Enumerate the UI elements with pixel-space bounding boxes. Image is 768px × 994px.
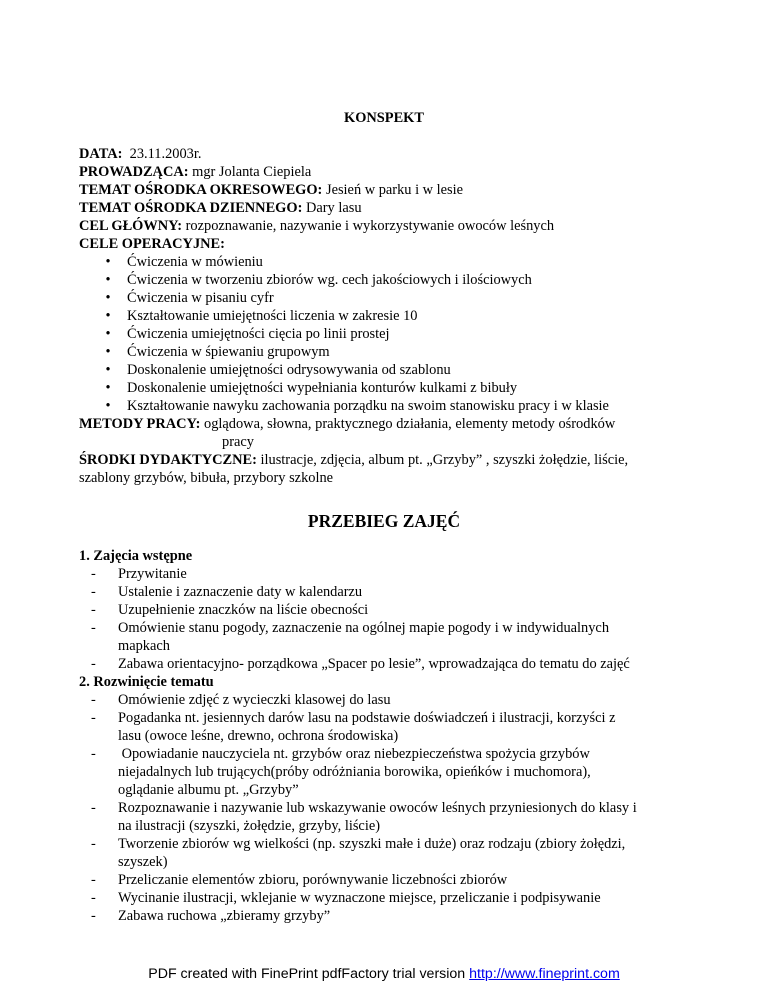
list-item-text: Kształtowanie umiejętności liczenia w zakresie 10 bbox=[127, 308, 418, 324]
list-item bbox=[79, 871, 699, 889]
list-item-text: Ćwiczenia w pisaniu cyfr bbox=[127, 290, 274, 306]
bullet-icon: • bbox=[105, 272, 111, 288]
temat-okresowy-row bbox=[79, 181, 699, 199]
bullet-icon: • bbox=[105, 290, 111, 306]
section-list bbox=[79, 691, 699, 925]
footer-link[interactable]: http://www.fineprint.com bbox=[469, 966, 620, 982]
list-item-text: Kształtowanie nawyku zachowania porządku na swoim stanowisku pracy i w klasie bbox=[127, 398, 609, 414]
list-item-line: Przywitanie bbox=[118, 566, 187, 582]
list-item-line: Omówienie stanu pogody, zaznaczenie na ogólnej mapie pogody i w indywidualnych bbox=[118, 620, 610, 636]
bullet-icon: • bbox=[105, 254, 111, 270]
cele-operacyjne-list bbox=[79, 253, 699, 415]
cel-glowny-value: rozpoznawanie, nazywanie i wykorzystywanie owoców leśnych bbox=[185, 218, 555, 234]
pdf-footer bbox=[0, 966, 768, 982]
przebieg-block bbox=[79, 547, 699, 925]
bullet-icon: • bbox=[105, 344, 111, 360]
list-item-text: Ćwiczenia w mówieniu bbox=[127, 254, 263, 270]
list-item-line: Tworzenie zbiorów wg wielkości (np. szyszki małe i duże) oraz rodzaju (zbiory żołędzi, bbox=[118, 836, 626, 852]
srodki-value-cont: szablony grzybów, bibuła, przybory szkolne bbox=[79, 470, 334, 486]
metody-row bbox=[79, 415, 699, 433]
temat-dzienny-row bbox=[79, 199, 699, 217]
section-list bbox=[79, 565, 699, 673]
list-item-line: Rozpoznawanie i nazywanie lub wskazywanie owoców leśnych przyniesionych do klasy i bbox=[118, 800, 637, 816]
list-item-line: Omówienie zdjęć z wycieczki klasowej do lasu bbox=[118, 692, 391, 708]
list-item-line: Opowiadanie nauczyciela nt. grzybów oraz niebezpieczeństwa spożycia grzybów bbox=[118, 746, 590, 762]
list-item-line: oglądanie albumu pt. „Grzyby” bbox=[118, 782, 299, 798]
list-item bbox=[79, 397, 699, 415]
list-item-line: na ilustracji (szyszki, żołędzie, grzyby, liście) bbox=[118, 818, 380, 834]
dash-icon: - bbox=[91, 836, 96, 852]
list-item bbox=[79, 709, 699, 745]
list-item bbox=[79, 745, 699, 799]
section-title: 2. Rozwinięcie tematu bbox=[79, 674, 214, 690]
list-item-line: Pogadanka nt. jesiennych darów lasu na podstawie doświadczeń i ilustracji, korzyści z bbox=[118, 710, 616, 726]
cel-glowny-row bbox=[79, 217, 699, 235]
list-item-line: niejadalnych lub trujących(próby odróżniania borowika, opieńków i muchomora), bbox=[118, 764, 591, 780]
list-item-text: Doskonalenie umiejętności wypełniania konturów kulkami z bibuły bbox=[127, 380, 518, 396]
list-item-line: Wycinanie ilustracji, wklejanie w wyznaczone miejsce, przeliczanie i podpisywanie bbox=[118, 890, 601, 906]
list-item-line: Zabawa orientacyjno- porządkowa „Spacer po lesie”, wprowadzająca do tematu do zajęć bbox=[118, 656, 630, 672]
list-item bbox=[79, 835, 699, 871]
list-item-line: Przeliczanie elementów zbioru, porównywanie liczebności zbiorów bbox=[118, 872, 508, 888]
list-item bbox=[79, 583, 699, 601]
dash-icon: - bbox=[91, 566, 96, 582]
list-item-line: mapkach bbox=[118, 638, 170, 654]
dash-icon: - bbox=[91, 872, 96, 888]
prowadzaca-row bbox=[79, 163, 699, 181]
list-item-line: Zabawa ruchowa „zbieramy grzyby” bbox=[118, 908, 331, 924]
srodki-row bbox=[79, 451, 699, 469]
bullet-icon: • bbox=[105, 308, 111, 324]
list-item bbox=[79, 691, 699, 709]
list-item-line: szyszek) bbox=[118, 854, 168, 870]
cel-glowny-label: CEL GŁÓWNY: bbox=[79, 218, 183, 234]
dash-icon: - bbox=[91, 584, 96, 600]
data-row bbox=[79, 145, 699, 163]
header-block bbox=[79, 145, 699, 487]
list-item bbox=[79, 907, 699, 925]
footer-text: PDF created with FinePrint pdfFactory trial version bbox=[148, 966, 470, 982]
list-item bbox=[79, 271, 699, 289]
list-item bbox=[79, 325, 699, 343]
list-item-line: lasu (owoce leśne, drewno, ochrona środowiska) bbox=[118, 728, 399, 744]
list-item-line: Uzupełnienie znaczków na liście obecności bbox=[118, 602, 369, 618]
list-item bbox=[79, 655, 699, 673]
list-item bbox=[79, 601, 699, 619]
list-item bbox=[79, 289, 699, 307]
bullet-icon: • bbox=[105, 362, 111, 378]
bullet-icon: • bbox=[105, 398, 111, 414]
dash-icon: - bbox=[91, 746, 96, 762]
przebieg-heading: PRZEBIEG ZAJĘĆ bbox=[307, 511, 461, 531]
list-item-text: Ćwiczenia w śpiewaniu grupowym bbox=[127, 344, 330, 360]
temat-okresowy-label: TEMAT OŚRODKA OKRESOWEGO: bbox=[79, 182, 323, 198]
dash-icon: - bbox=[91, 620, 96, 636]
list-item-line: Ustalenie i zaznaczenie daty w kalendarzu bbox=[118, 584, 363, 600]
bullet-icon: • bbox=[105, 326, 111, 342]
data-label: DATA: bbox=[79, 146, 123, 162]
dash-icon: - bbox=[91, 602, 96, 618]
prowadzaca-label: PROWADZĄCA: bbox=[79, 164, 189, 180]
dash-icon: - bbox=[91, 692, 96, 708]
document-title: KONSPEKT bbox=[344, 110, 424, 126]
list-item bbox=[79, 307, 699, 325]
list-item bbox=[79, 361, 699, 379]
cele-operacyjne-label: CELE OPERACYJNE: bbox=[79, 236, 225, 252]
list-item bbox=[79, 619, 699, 655]
list-item-text: Ćwiczenia umiejętności cięcia po linii prostej bbox=[127, 326, 390, 342]
dash-icon: - bbox=[91, 800, 96, 816]
list-item-text: Ćwiczenia w tworzeniu zbiorów wg. cech jakościowych i ilościowych bbox=[127, 272, 532, 288]
srodki-value: ilustracje, zdjęcia, album pt. „Grzyby” , szyszki żołędzie, liście, bbox=[260, 452, 629, 468]
data-value: 23.11.2003r. bbox=[129, 146, 202, 162]
list-item bbox=[79, 253, 699, 271]
section-title: 1. Zajęcia wstępne bbox=[79, 548, 193, 564]
list-item bbox=[79, 343, 699, 361]
dash-icon: - bbox=[91, 890, 96, 906]
list-item bbox=[79, 565, 699, 583]
srodki-label: ŚRODKI DYDAKTYCZNE: bbox=[79, 452, 257, 468]
dash-icon: - bbox=[91, 656, 96, 672]
list-item bbox=[79, 379, 699, 397]
list-item-text: Doskonalenie umiejętności odrysowywania od szablonu bbox=[127, 362, 451, 378]
temat-dzienny-label: TEMAT OŚRODKA DZIENNEGO: bbox=[79, 200, 303, 216]
dash-icon: - bbox=[91, 908, 96, 924]
metody-value: oglądowa, słowna, praktycznego działania, elementy metody ośrodków bbox=[204, 416, 616, 432]
metody-value-cont: pracy bbox=[222, 434, 254, 450]
list-item bbox=[79, 889, 699, 907]
metody-label: METODY PRACY: bbox=[79, 416, 201, 432]
temat-okresowy-value: Jesień w parku i w lesie bbox=[325, 182, 464, 198]
list-item bbox=[79, 799, 699, 835]
bullet-icon: • bbox=[105, 380, 111, 396]
prowadzaca-value: mgr Jolanta Ciepiela bbox=[192, 164, 312, 180]
temat-dzienny-value: Dary lasu bbox=[305, 200, 362, 216]
dash-icon: - bbox=[91, 710, 96, 726]
